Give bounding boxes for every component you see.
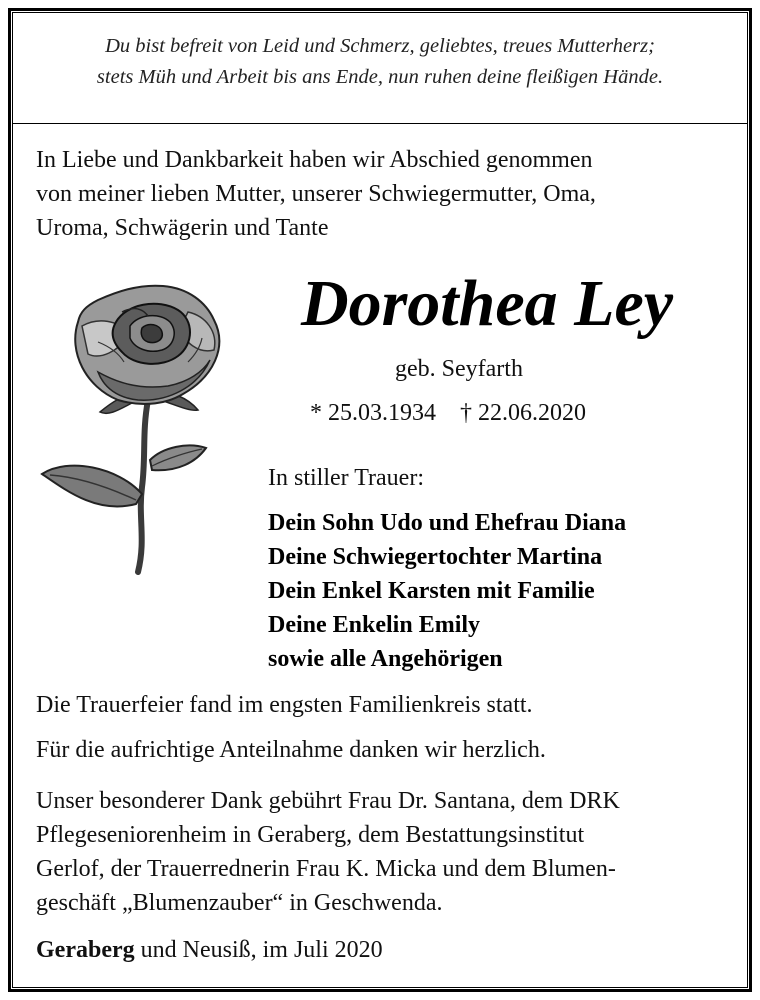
motto-line-2: stets Müh und Arbeit bis ans Ende, nun ruhen deine fleißigen Hände. — [96, 66, 664, 88]
mourner-item: Deine Schwiegertochter Martina — [268, 544, 603, 570]
special-thanks-line-1: Unser besonderer Dank gebührt Frau Dr. Santana, dem DRK — [36, 788, 620, 814]
birth-name: geb. Seyfarth — [395, 356, 523, 382]
mourner-item: sowie alle Angehörigen — [268, 646, 503, 672]
special-thanks-line-2: Pflegeseniorenheim in Geraberg, dem Bestattungsinstitut — [36, 822, 585, 848]
mourner-item: Dein Enkel Karsten mit Familie — [268, 578, 595, 604]
closing-place: Geraberg — [36, 937, 135, 963]
life-dates — [310, 400, 586, 427]
special-thanks-line-3: Gerlof, der Trauerrednerin Frau K. Micka und dem Blumen- — [36, 856, 616, 882]
death-date: † 22.06.2020 — [460, 400, 586, 426]
intro-line-1: In Liebe und Dankbarkeit haben wir Abschied genommen — [36, 147, 593, 173]
closing-line — [36, 933, 383, 967]
mourner-item: Dein Sohn Udo und Ehefrau Diana — [268, 510, 627, 536]
thanks-note: Für die aufrichtige Anteilnahme danken wir herzlich. — [36, 737, 546, 763]
intro-line-2: von meiner lieben Mutter, unserer Schwiegermutter, Oma, — [36, 181, 596, 207]
funeral-note: Die Trauerfeier fand im engsten Familienkreis statt. — [36, 692, 533, 718]
mourning-heading: In stiller Trauer: — [268, 465, 424, 491]
special-thanks-line-4: geschäft „Blumenzauber“ in Geschwenda. — [36, 890, 443, 916]
intro-line-3: Uroma, Schwägerin und Tante — [36, 215, 329, 241]
birth-date: * 25.03.1934 — [310, 400, 436, 426]
mourners-list — [268, 506, 626, 676]
closing-rest: und Neusiß, im Juli 2020 — [134, 937, 383, 963]
deceased-name: Dorothea Ley — [300, 267, 674, 340]
divider — [13, 123, 747, 124]
motto-line-1: Du bist befreit von Leid und Schmerz, geliebtes, treues Mutterherz; — [105, 35, 655, 57]
mourner-item: Deine Enkelin Emily — [268, 612, 481, 638]
rose-icon — [38, 282, 238, 582]
